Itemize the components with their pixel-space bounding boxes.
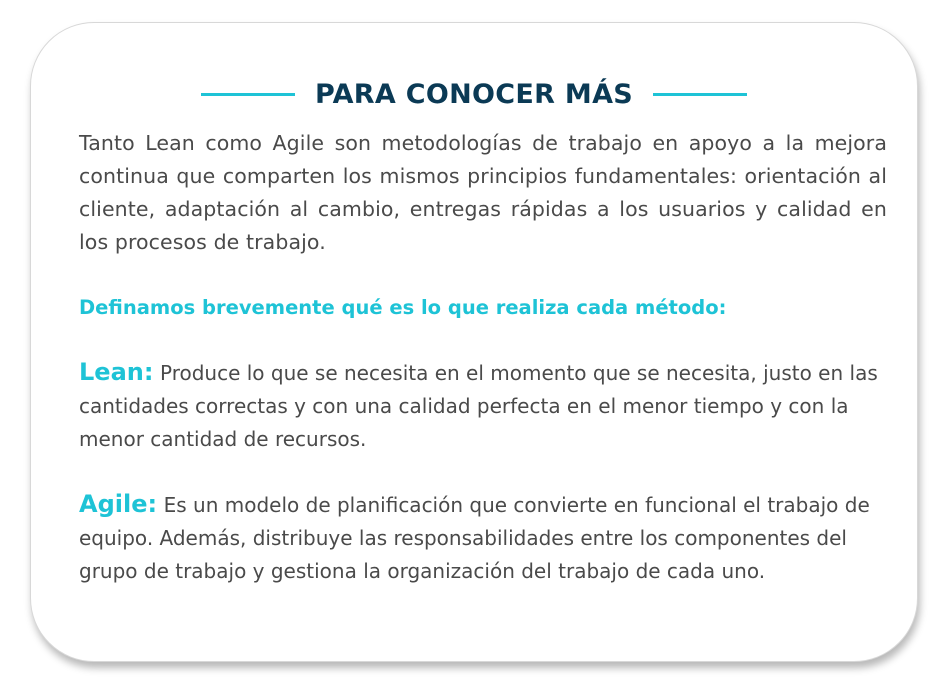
method-lean-text: Produce lo que se necesita en el momento que se necesita, justo en las cantidades correctas y con una calidad perfecta en el menor tiempo y con la menor cantidad de recursos.	[79, 361, 878, 451]
title-line-right	[653, 93, 747, 96]
card-title: PARA CONOCER MÁS	[314, 79, 634, 110]
method-agile	[79, 488, 887, 588]
method-agile-text: Es un modelo de planificación que convierte en funcional el trabajo de equipo. Además, distribuye las responsabilidades entre los componentes del grupo de trabajo y gestiona la organización del trabajo de cada uno.	[79, 493, 870, 583]
method-lean	[79, 356, 887, 456]
title-row	[31, 79, 917, 110]
methods-subheading: Definamos brevemente qué es lo que realiza cada método:	[79, 296, 727, 319]
intro-paragraph: Tanto Lean como Agile son metodologías de trabajo en apoyo a la mejora continua que comparten los mismos principios fundamentales: orientación al cliente, adaptación al cambio, entregas rápidas a los usuarios y calidad en los procesos de trabajo.	[79, 131, 887, 254]
card-content	[79, 127, 887, 588]
method-agile-label: Agile:	[79, 490, 158, 518]
info-card	[30, 22, 918, 662]
title-line-left	[201, 93, 295, 96]
method-lean-label: Lean:	[79, 358, 154, 386]
